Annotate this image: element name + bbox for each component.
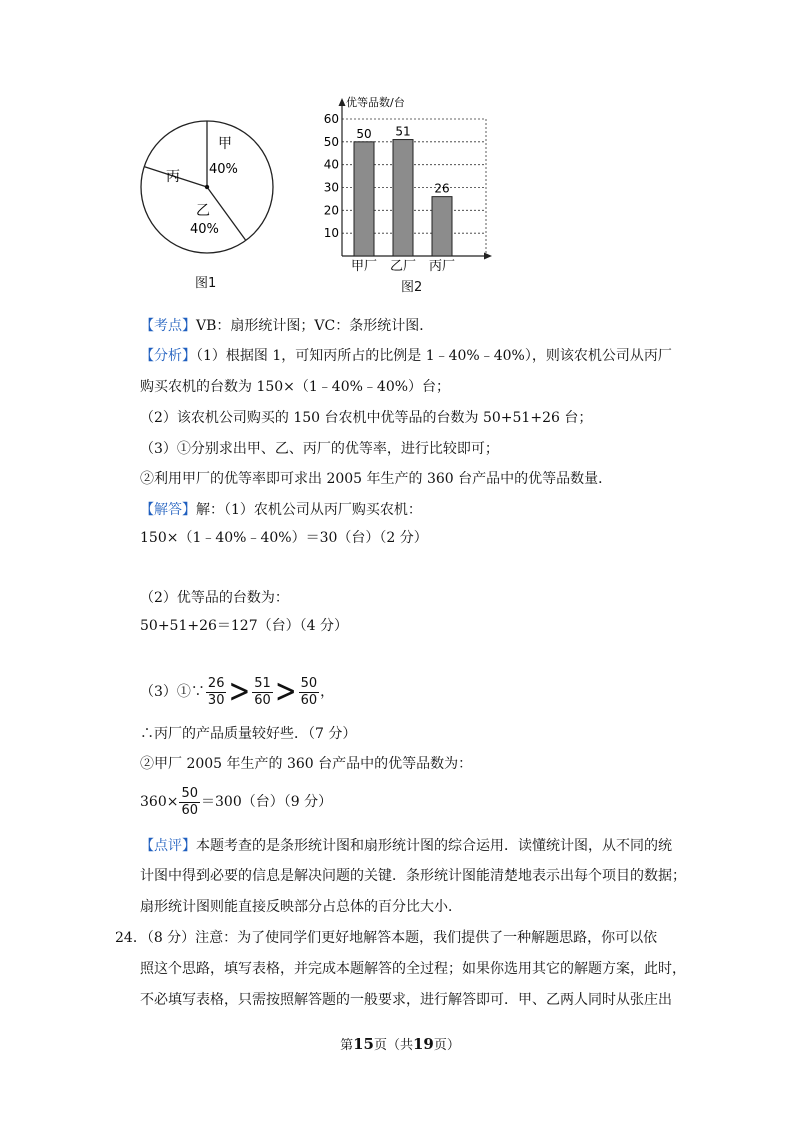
- fenxi-line-2: [140, 408, 592, 428]
- dianping-line-3: [140, 897, 462, 917]
- kaodian-text: VB：扇形统计图；VC：条形统计图．: [196, 318, 434, 334]
- fenxi-line-4: [140, 469, 612, 489]
- question-24-text-3: 不必填写表格，只需按照解答题的一般要求，进行解答即可．甲、乙两人同时从张庄出: [140, 992, 672, 1008]
- y-tick-label: 30: [323, 180, 339, 195]
- footer-total-pages: 19: [413, 1035, 434, 1053]
- greater-than-sign: >: [274, 673, 297, 711]
- question-24-line-3: [140, 990, 672, 1010]
- jieda-text-2: 150×（1﹣40%﹣40%）＝30（台）（2 分）: [140, 530, 428, 546]
- pie-slice-percent-jia: 40%: [209, 162, 238, 177]
- y-axis-arrow: [339, 98, 346, 106]
- pie-slice-percent-yi: 40%: [190, 222, 219, 237]
- question-24-text-2: 照这个思路，填写表格，并完成本题解答的全过程；如果你选用其它的解题方案，此时，: [140, 961, 686, 977]
- fenxi-tag: 【分析】: [140, 348, 196, 364]
- fraction-numerator: 50: [300, 675, 318, 691]
- footer-suffix: 页）: [433, 1038, 460, 1053]
- jieda-line-8: [140, 784, 332, 820]
- y-tick-label: 20: [323, 203, 339, 218]
- fenxi-text-1b: 购买农机的台数为 150×（1﹣40%﹣40%）台；: [140, 379, 451, 395]
- fraction-denominator: 30: [207, 692, 225, 708]
- bar-data-label: 50: [356, 126, 372, 141]
- pie-chart: [138, 118, 278, 258]
- jieda-text-3: （2）优等品的台数为：: [140, 590, 289, 606]
- jieda-line-6: [140, 724, 356, 744]
- bar-1: [393, 140, 413, 256]
- fraction-numerator: 50: [181, 785, 198, 801]
- jieda-text-8-prefix: 360×: [140, 794, 179, 810]
- fenxi-line-1b: [140, 377, 450, 397]
- question-24-text-1: 24．（8 分）注意：为了使同学们更好地解答本题，我们提供了一种解题思路，你可以依: [115, 930, 658, 946]
- jieda-text-6: ∴丙厂的产品质量较好些．（7 分）: [140, 726, 357, 742]
- pie-slice-label-yi: 乙: [196, 203, 210, 219]
- greater-than-sign: >: [228, 673, 251, 711]
- dianping-text-1: 本题考查的是条形统计图和扇形统计图的综合运用．读懂统计图，从不同的统: [196, 838, 672, 854]
- fraction-26-30: [206, 676, 227, 709]
- fenxi-text-2: （2）该农机公司购买的 150 台农机中优等品的台数为 50+51+26 台；: [140, 410, 593, 426]
- jieda-tag: 【解答】: [140, 502, 196, 518]
- y-tick-label: 10: [323, 226, 339, 241]
- dianping-line-1: [140, 836, 672, 856]
- jieda-line-4: [140, 616, 348, 636]
- fraction-denominator: 60: [300, 692, 318, 708]
- fraction-50-60: [179, 786, 200, 819]
- footer-middle: 页（共: [373, 1038, 413, 1053]
- x-category-label: 甲厂: [350, 259, 378, 272]
- x-category-label: 丙厂: [428, 259, 456, 272]
- fenxi-text-3: （3）①分别求出甲、乙、丙厂的优等率，进行比较即可；: [140, 441, 499, 457]
- jieda-text-5-prefix: （3）①∵: [140, 684, 205, 700]
- x-axis-arrow: [484, 253, 492, 260]
- dianping-text-2: 计图中得到必要的信息是解决问题的关键．条形统计图能清楚地表示出每个项目的数据；: [140, 868, 686, 884]
- question-24-line-2: [140, 959, 686, 979]
- pie-slice-label-jia: 甲: [218, 136, 232, 152]
- dianping-tag: 【点评】: [140, 838, 196, 854]
- footer-page-number: 15: [353, 1035, 374, 1053]
- bar-data-label: 51: [395, 124, 411, 139]
- jieda-line-3: [140, 588, 289, 608]
- bar-2: [432, 197, 452, 256]
- jieda-line-7: [140, 754, 472, 774]
- fraction-denominator: 60: [181, 802, 198, 818]
- fraction-51-60: [252, 676, 273, 709]
- jieda-text-8-suffix: ＝300（台）（9 分）: [201, 794, 333, 810]
- jieda-text-7: ②甲厂 2005 年生产的 360 台产品中的优等品数为：: [140, 756, 473, 772]
- jieda-text-5-suffix: ，: [320, 684, 335, 700]
- figure1-caption: 图1: [195, 276, 217, 291]
- bar-chart: [322, 92, 500, 272]
- y-tick-label: 60: [323, 112, 339, 126]
- fenxi-line-3: [140, 439, 499, 459]
- dianping-line-2: [140, 866, 686, 886]
- pie-slice-label-bing: 丙: [166, 169, 180, 185]
- fenxi-line-1: [140, 346, 672, 366]
- kaodian-line: [140, 316, 433, 336]
- y-tick-label: 40: [323, 157, 339, 172]
- fraction-numerator: 51: [254, 675, 271, 691]
- dianping-text-3: 扇形统计图则能直接反映部分占总体的百分比大小．: [140, 899, 462, 915]
- fenxi-text-1: （1）根据图 1，可知丙所占的比例是 1﹣40%﹣40%），则该农机公司从丙厂: [196, 348, 672, 364]
- fraction-numerator: 26: [207, 675, 225, 691]
- bar-data-label: 26: [434, 181, 450, 196]
- figure2-caption: 图2: [401, 280, 423, 295]
- footer-prefix: 第: [340, 1038, 354, 1053]
- pie-center-dot: [205, 185, 209, 189]
- x-category-label: 乙厂: [389, 259, 417, 272]
- jieda-line-2: [140, 528, 428, 548]
- fenxi-text-4: ②利用甲厂的优等率即可求出 2005 年生产的 360 台产品中的优等品数量．: [140, 471, 613, 487]
- jieda-text-4: 50+51+26＝127（台）（4 分）: [140, 618, 348, 634]
- bar-0: [354, 142, 374, 256]
- page-footer: [0, 1034, 800, 1053]
- kaodian-tag: 【考点】: [140, 318, 196, 334]
- jieda-line-1: [140, 500, 422, 520]
- y-tick-label: 50: [323, 134, 339, 149]
- jieda-text-1: 解：（1）农机公司从丙厂购买农机：: [196, 502, 422, 518]
- jieda-line-5: [140, 674, 334, 710]
- fraction-denominator: 60: [254, 692, 271, 708]
- question-24-line-1: [115, 928, 657, 948]
- y-axis-title: 优等品数/台: [346, 96, 405, 109]
- fraction-50-60: [299, 676, 320, 709]
